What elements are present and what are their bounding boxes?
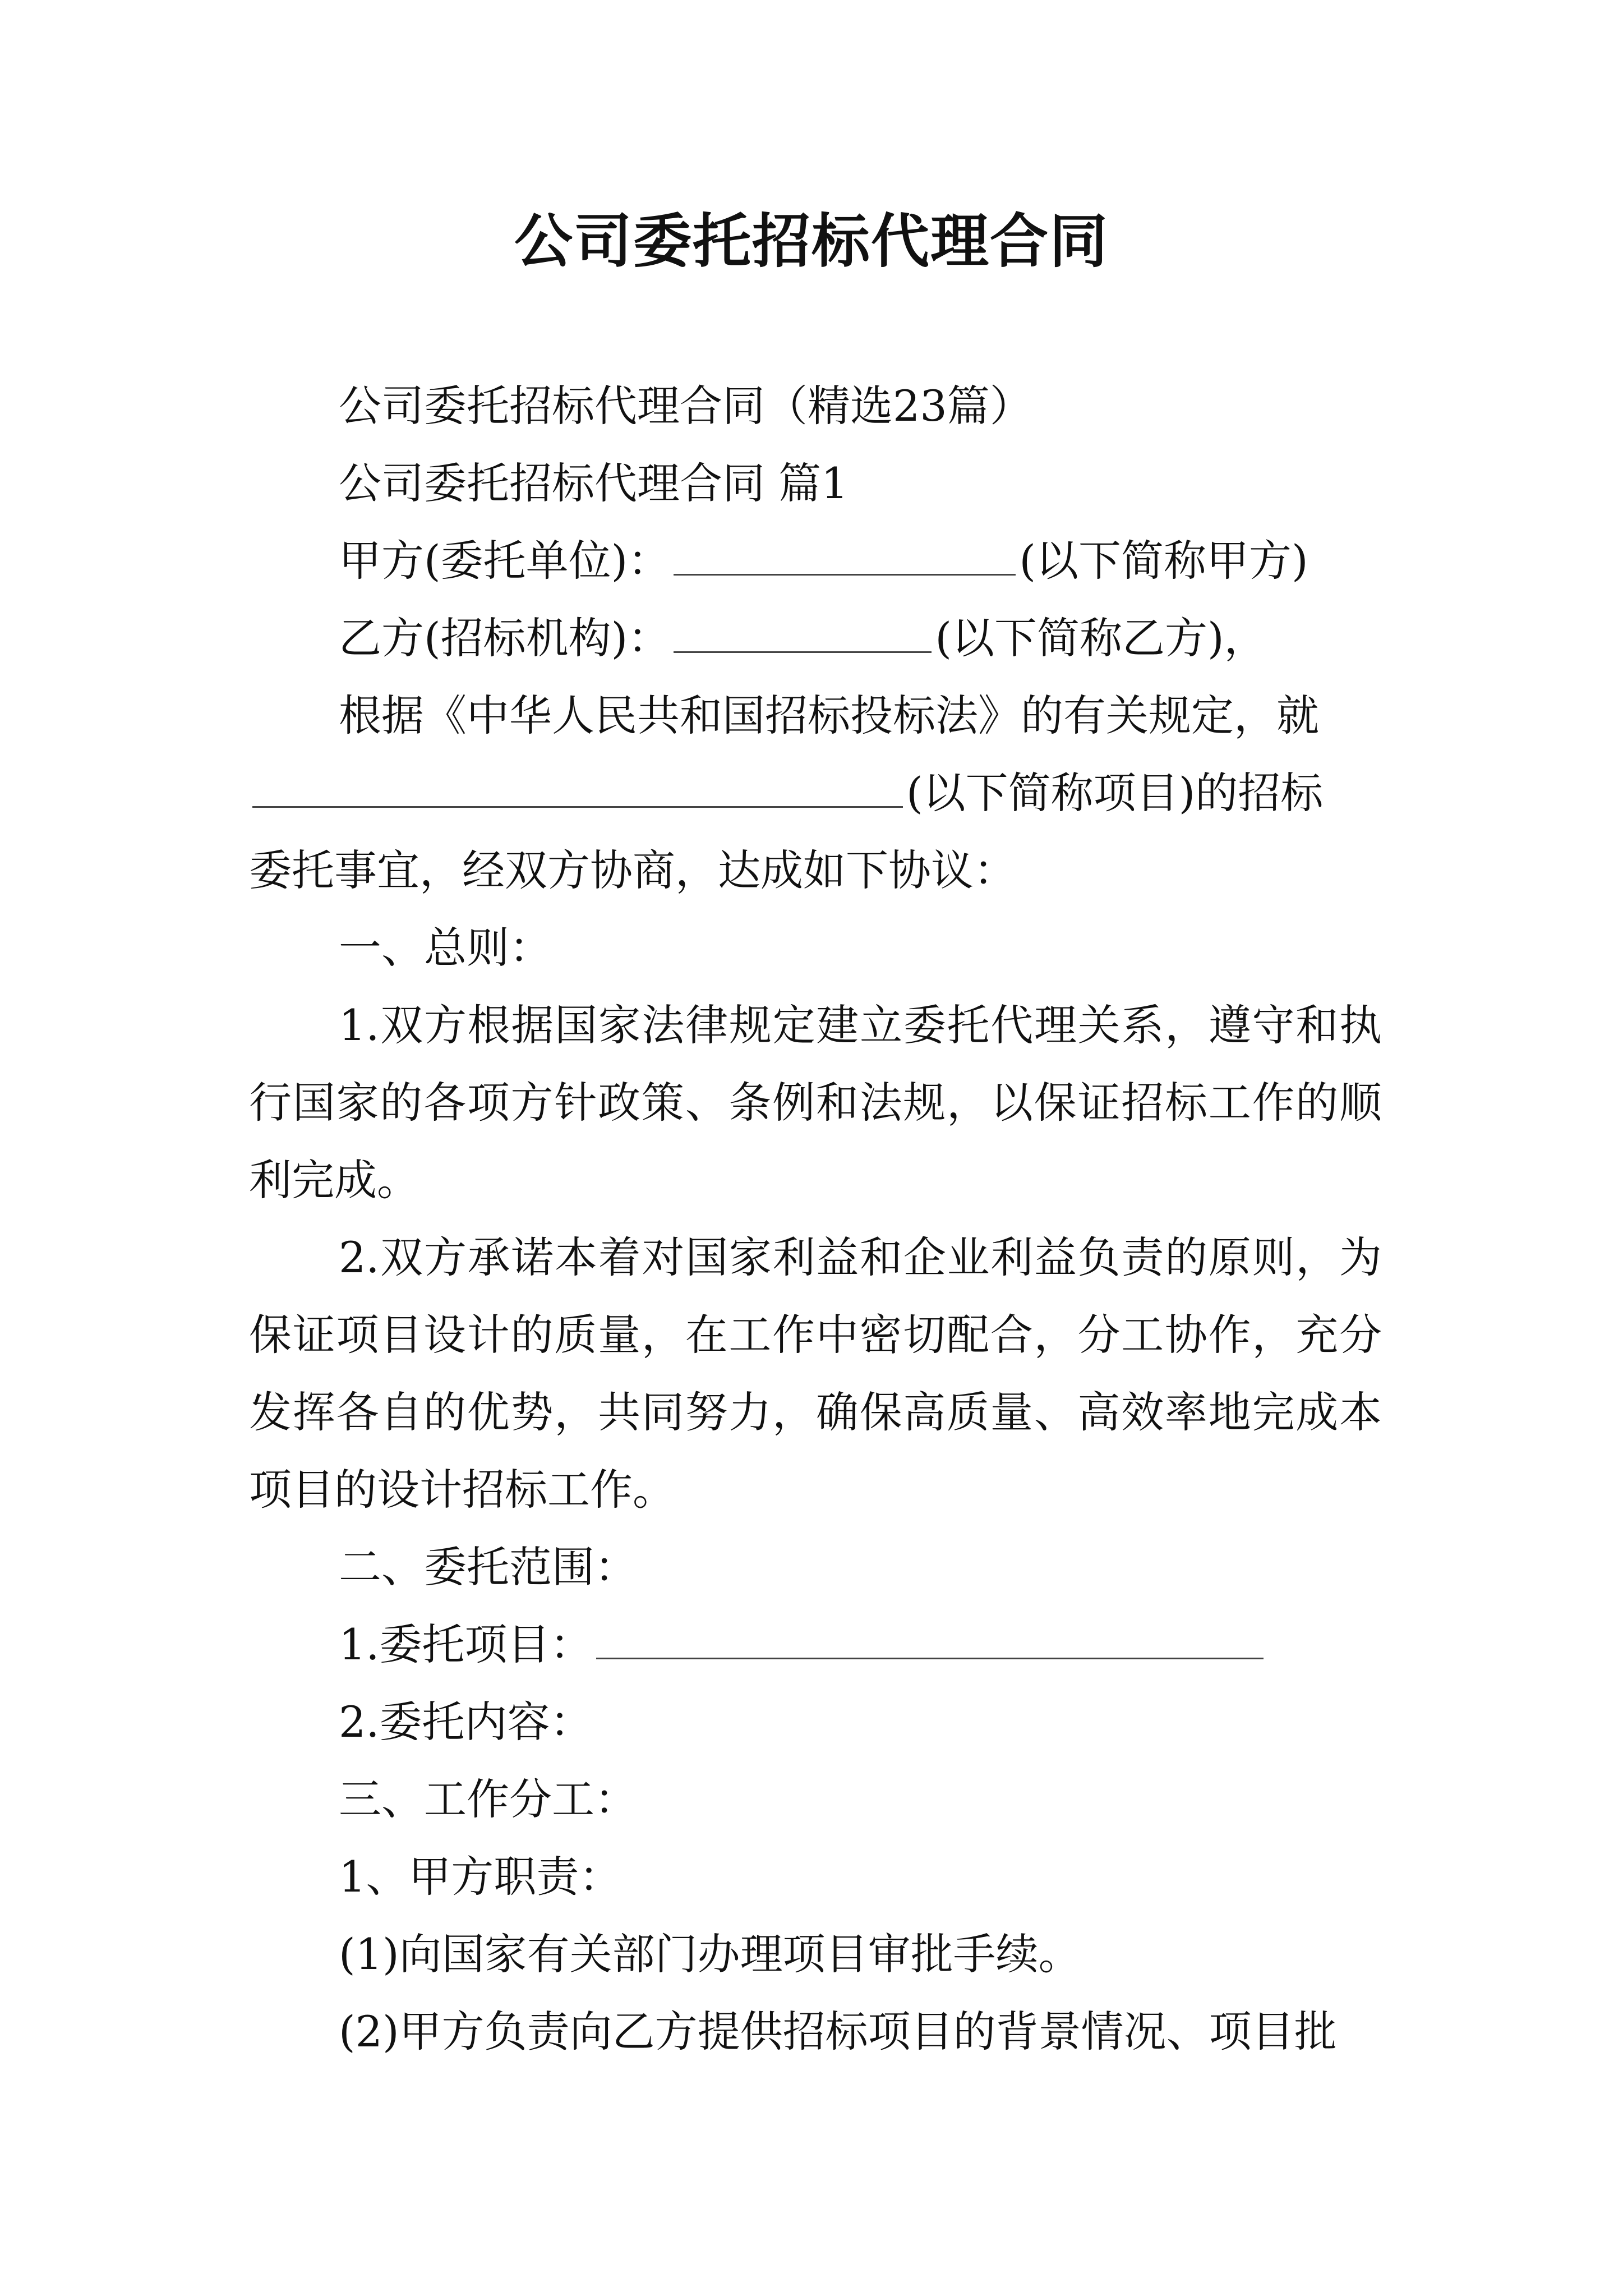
paragraph-party-a [249, 522, 1382, 600]
paragraph-general-heading: 一、总则： [339, 923, 552, 973]
paragraph-duty-2: (2)甲方负责向乙方提供招标项目的背景情况、项目批 [339, 2007, 1337, 2056]
document-body [249, 367, 1382, 2070]
party-b-blank [674, 612, 932, 653]
paragraph-collection-title: 公司委托招标代理合同（精选23篇） [339, 381, 1032, 431]
paragraph-general-2: 2.双方承诺本着对国家利益和企业利益负责的原则，为保证项目设计的质量，在工作中密切配合，分工协作，充分发挥各自的优势，共同努力，确保高质量、高效率地完成本项目的设计招标工作。 [249, 1232, 1382, 1515]
paragraph-division-heading: 三、工作分工： [339, 1774, 637, 1824]
party-b-label: 乙方(招标机构)： [339, 613, 671, 663]
paragraph-party-a-duties: 1、甲方职责： [339, 1852, 622, 1902]
paragraph-scope-heading: 二、委托范围： [339, 1542, 637, 1592]
document-title: 公司委托招标代理合同 [514, 206, 1109, 275]
paragraph-section-heading: 公司委托招标代理合同 篇1 [339, 458, 849, 508]
paragraph-scope-item-1 [249, 1606, 1382, 1683]
paragraph-scope-item-2: 2.委托内容： [339, 1697, 593, 1747]
project-blank [252, 767, 903, 808]
project-suffix: (以下简称项目)的招标 [906, 768, 1324, 818]
paragraph-duty-1: (1)向国家有关部门办理项目审批手续。 [339, 1929, 1081, 1979]
paragraph-basis-line3: 委托事宜，经双方协商，达成如下协议： [249, 845, 1016, 895]
party-a-label: 甲方(委托单位)： [339, 536, 671, 586]
scope-item-1-label: 1.委托项目： [339, 1619, 593, 1669]
paragraph-general-1: 1.双方根据国家法律规定建立委托代理关系，遵守和执行国家的各项方针政策、条例和法规，以保证招标工作的顺利完成。 [249, 1000, 1382, 1205]
party-a-blank [674, 535, 1016, 576]
party-b-suffix: (以下简称乙方)， [935, 613, 1267, 663]
paragraph-basis-line2 [249, 754, 1382, 832]
scope-item-1-blank [596, 1618, 1264, 1659]
party-a-suffix: (以下简称甲方) [1019, 536, 1308, 586]
paragraph-basis-line1: 根据《中华人民共和国招标投标法》的有关规定，就 [339, 691, 1319, 740]
paragraph-party-b [249, 600, 1382, 677]
